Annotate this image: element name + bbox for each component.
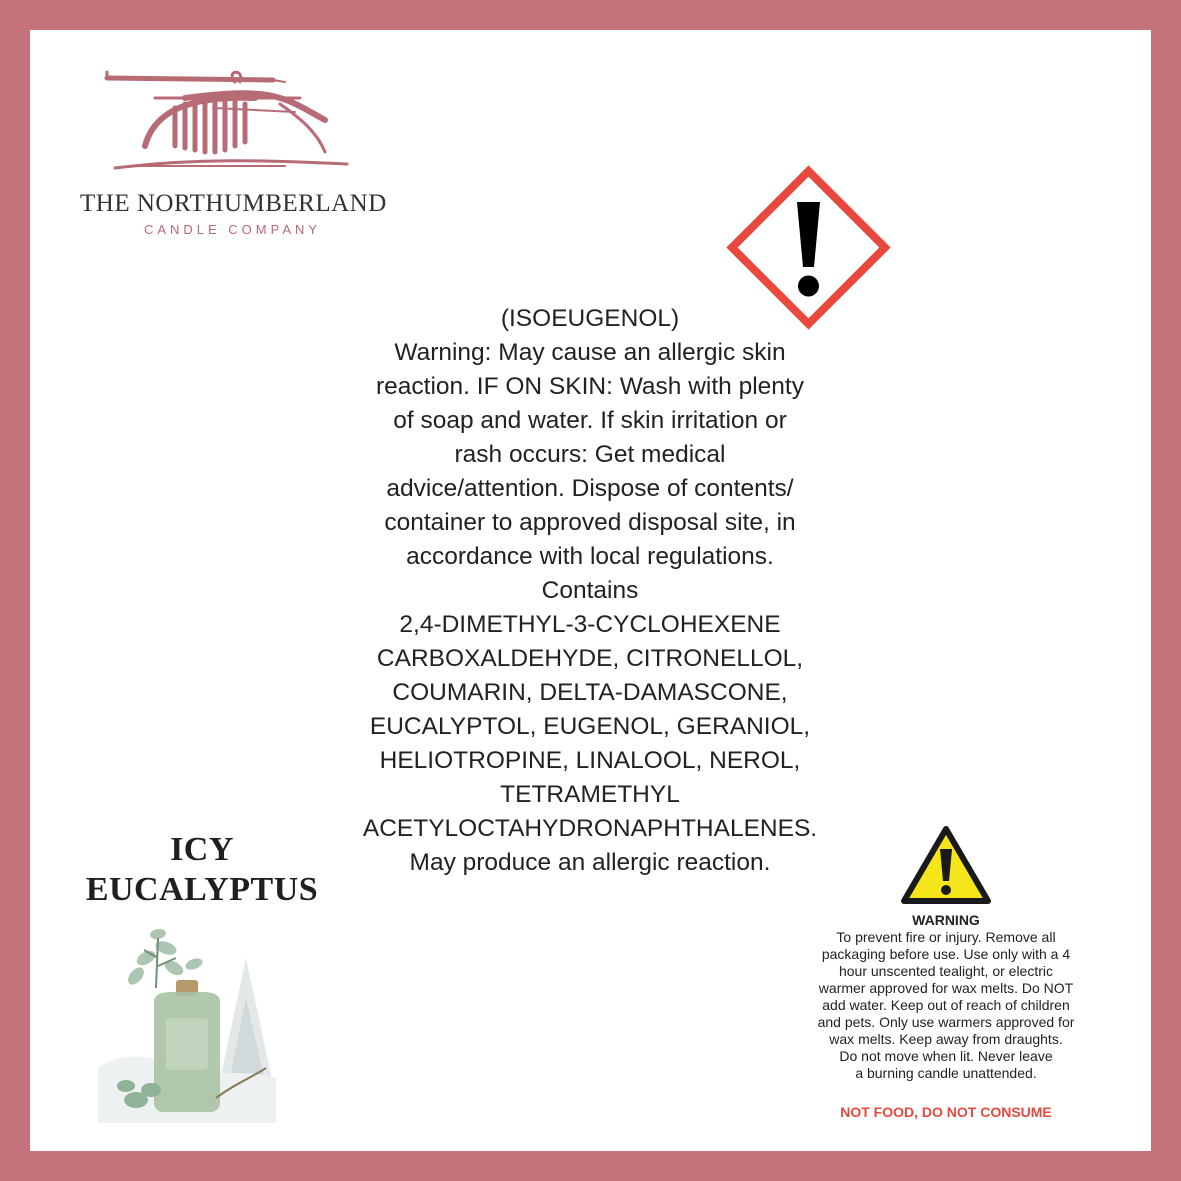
product-name-line: EUCALYPTUS [85, 871, 319, 908]
warning-line: add water. Keep out of reach of children [822, 997, 1070, 1013]
product-name [52, 830, 352, 910]
clp-line: ACETYLOCTAHYDRONAPHTHALENES. [362, 815, 818, 842]
clp-line: COUMARIN, DELTA-DAMASCONE, [392, 679, 788, 706]
brand-name: THE NORTHUMBERLAND [80, 190, 387, 217]
clp-line: (ISOEUGENOL) [500, 305, 680, 332]
clp-line: of soap and water. If skin irritation or [393, 407, 787, 434]
product-label [30, 30, 1151, 1151]
clp-line: accordance with local regulations. [406, 543, 774, 570]
warning-line: hour unscented tealight, or electric [838, 963, 1053, 979]
clp-line: CARBOXALDEHYDE, CITRONELLOL, [376, 645, 804, 672]
warning-text [778, 929, 1114, 1082]
warning-line: To prevent fire or injury. Remove all [836, 929, 1056, 945]
clp-hazard-statement [312, 302, 868, 880]
clp-line: TETRAMETHYL [500, 781, 680, 808]
warning-line: packaging before use. Use only with a 4 [821, 946, 1071, 962]
warning-line: Do not move when lit. Never leave [839, 1048, 1053, 1064]
clp-line: May produce an allergic reaction. [409, 849, 771, 876]
warning-title: WARNING [912, 912, 980, 928]
warning-line: wax melts. Keep away from draughts. [829, 1031, 1063, 1047]
clp-line: advice/attention. Dispose of contents/ [386, 475, 794, 502]
hanging-scale-logo-icon [85, 68, 355, 178]
product-name-line: ICY [170, 831, 234, 868]
clp-line: container to approved disposal site, in [384, 509, 796, 536]
clp-line: Warning: May cause an allergic skin [394, 339, 786, 366]
warning-line: a burning candle unattended. [855, 1065, 1037, 1081]
clp-line: reaction. IF ON SKIN: Wash with plenty [376, 373, 804, 400]
clp-line: HELIOTROPINE, LINALOOL, NEROL, [379, 747, 801, 774]
clp-line: Contains [541, 577, 639, 604]
clp-line: EUCALYPTOL, EUGENOL, GERANIOL, [369, 713, 811, 740]
clp-line: rash occurs: Get medical [454, 441, 726, 468]
warning-line: warmer approved for wax melts. Do NOT [818, 980, 1074, 996]
warning-triangle-icon [900, 825, 992, 905]
eucalyptus-bottle-illustration [96, 918, 276, 1123]
clp-line: 2,4-DIMETHYL-3-CYCLOHEXENE [399, 611, 781, 638]
not-food-warning: NOT FOOD, DO NOT CONSUME [840, 1104, 1052, 1120]
warning-line: and pets. Only use warmers approved for [817, 1014, 1075, 1030]
brand-subtitle: CANDLE COMPANY [143, 222, 322, 237]
